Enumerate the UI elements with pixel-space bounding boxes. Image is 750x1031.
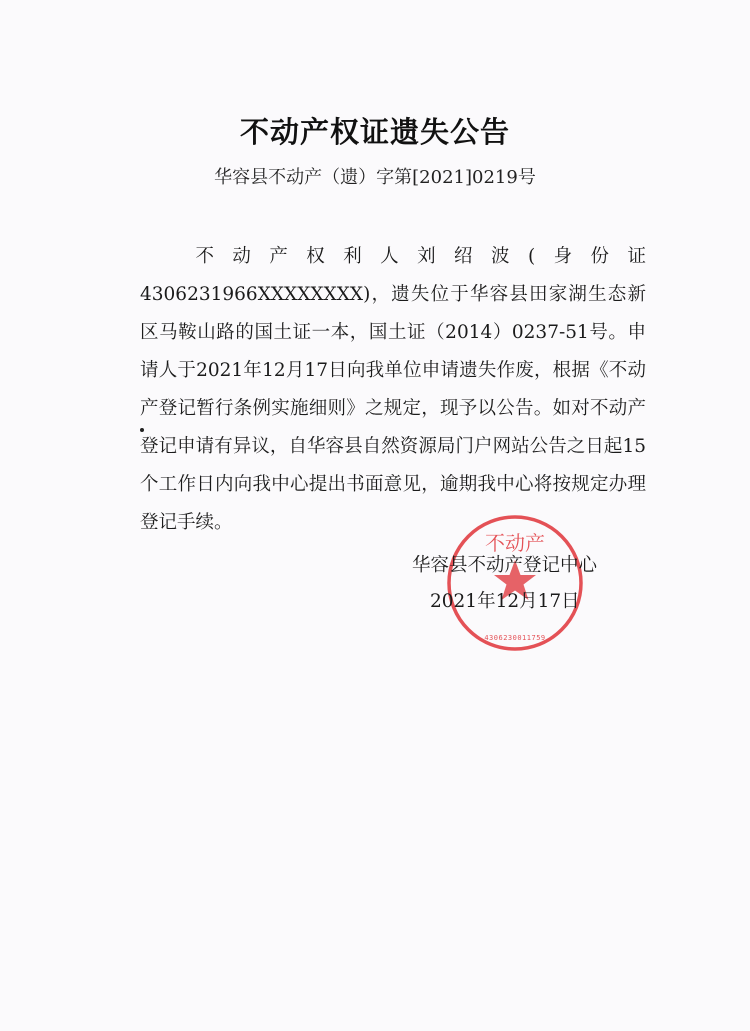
issuer-name: 华容县不动产登记中心: [412, 555, 598, 576]
issue-date: 2021年12月17日: [430, 591, 580, 612]
notice-body-text: 不动产权利人刘绍波(身份证4306231966XXXXXXXX)，遗失位于华容县田家湖生态新区马鞍山路的国土证一本，国土证（2014）0237-51号。申请人于2021年12月17日向我单位申请遗失作废，根据《不动产登记暂行条例实施细则》之规定，现予以公告。如对不动产登记申请有异议，自华容县自然资源局门户网站公告之日起15个工作日内向我中心提出书面意见，逾期我中心将按规定办理登记手续。: [140, 246, 646, 533]
seal-text: 不动产: [485, 531, 545, 555]
document-number: 华容县不动产（遗）字第[2021]0219号: [214, 167, 536, 188]
seal-number: 4306230011759: [484, 634, 546, 642]
ink-dot: [140, 428, 144, 432]
notice-title: 不动产权证遗失公告: [239, 115, 510, 149]
signature-block: [412, 548, 597, 620]
notice-body: [140, 238, 646, 542]
